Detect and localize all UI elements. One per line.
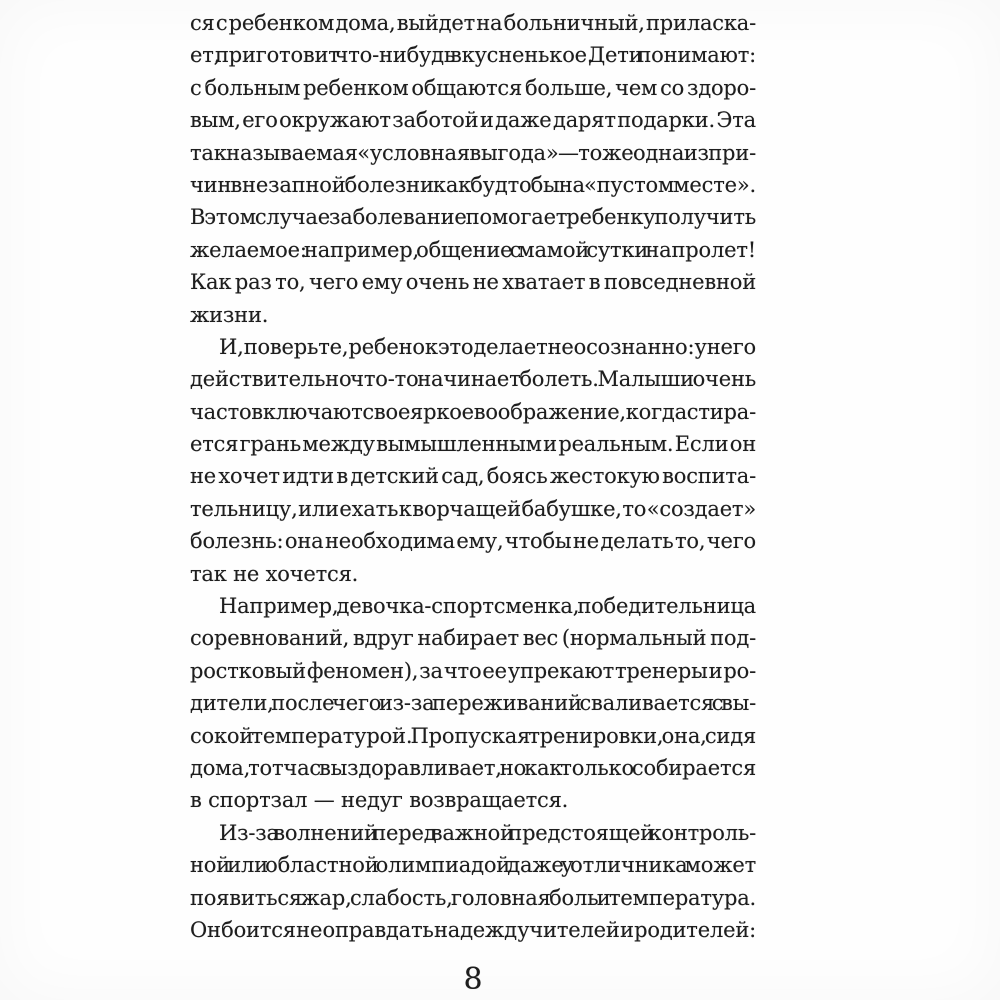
text-line: Как раз то, чего ему очень не хватает в повседневной <box>190 270 756 295</box>
text-line: дома, тотчас выздоравливает, но как только собирается <box>190 755 756 780</box>
text-line: появиться жар, слабость, головная боль и температура. <box>190 885 756 910</box>
text-line: не хочет идти в детский сад, боясь жестокую воспита- <box>190 464 756 489</box>
text-line: В этом случае заболевание помогает ребенку получить <box>190 205 756 230</box>
text-line: ет, приготовит что-нибудь вкусненькое. Дети понимают: <box>190 43 756 68</box>
text-line: вым, его окружают заботой и даже дарят подарки. Эта <box>190 108 756 133</box>
text-line: тельницу, или ехать к ворчащей бабушке, то «создает» <box>190 496 756 521</box>
text-line: желаемое: например, общение с мамой сутки напролет! <box>190 237 756 262</box>
text-line: ростковый феномен), за что ее упрекают тренеры и ро- <box>190 658 756 683</box>
text-line: Например, девочка-спортсменка, победительница <box>219 594 756 619</box>
text-line: жизни. <box>190 302 269 327</box>
text-line: с больным ребенком общаются больше, чем со здоро- <box>190 75 756 100</box>
text-line: ной или областной олимпиадой даже у отличника может <box>190 853 756 878</box>
text-line: чин внезапной болезни как будто бы на «пустом месте». <box>190 172 756 197</box>
text-line: часто включают свое яркое воображение, когда стира- <box>190 399 756 424</box>
text-line: действительно что-то начинает болеть. Малыши очень <box>190 367 756 392</box>
text-line: сокой температурой. Пропуская тренировки, она, сидя <box>190 723 756 748</box>
text-line: ется грань между вымышленным и реальным. Если он <box>190 432 756 457</box>
text-line: Он боится не оправдать надежд учителей и родителей: <box>190 917 756 942</box>
text-line: И, поверьте, ребенок это делает неосознанно: у него <box>219 334 756 359</box>
text-line: дители, после чего из-за переживаний сваливается с вы- <box>190 691 756 716</box>
text-line: так называемая «условная выгода» — тоже одна из при- <box>190 140 756 165</box>
page-number: 8 <box>463 962 483 997</box>
text-line: ся с ребенком дома, выйдет на больничный, приласка- <box>190 11 756 35</box>
text-line: болезнь: она необходима ему, чтобы не делать то, чего <box>190 529 756 554</box>
text-line: Из-за волнений перед важной предстоящей контроль- <box>219 820 756 845</box>
text-line: так не хочется. <box>190 561 359 586</box>
page-text <box>190 7 756 946</box>
text-line: в спортзал — недуг возвращается. <box>190 788 569 813</box>
text-line: соревнований, вдруг набирает вес (нормальный под- <box>190 626 756 651</box>
